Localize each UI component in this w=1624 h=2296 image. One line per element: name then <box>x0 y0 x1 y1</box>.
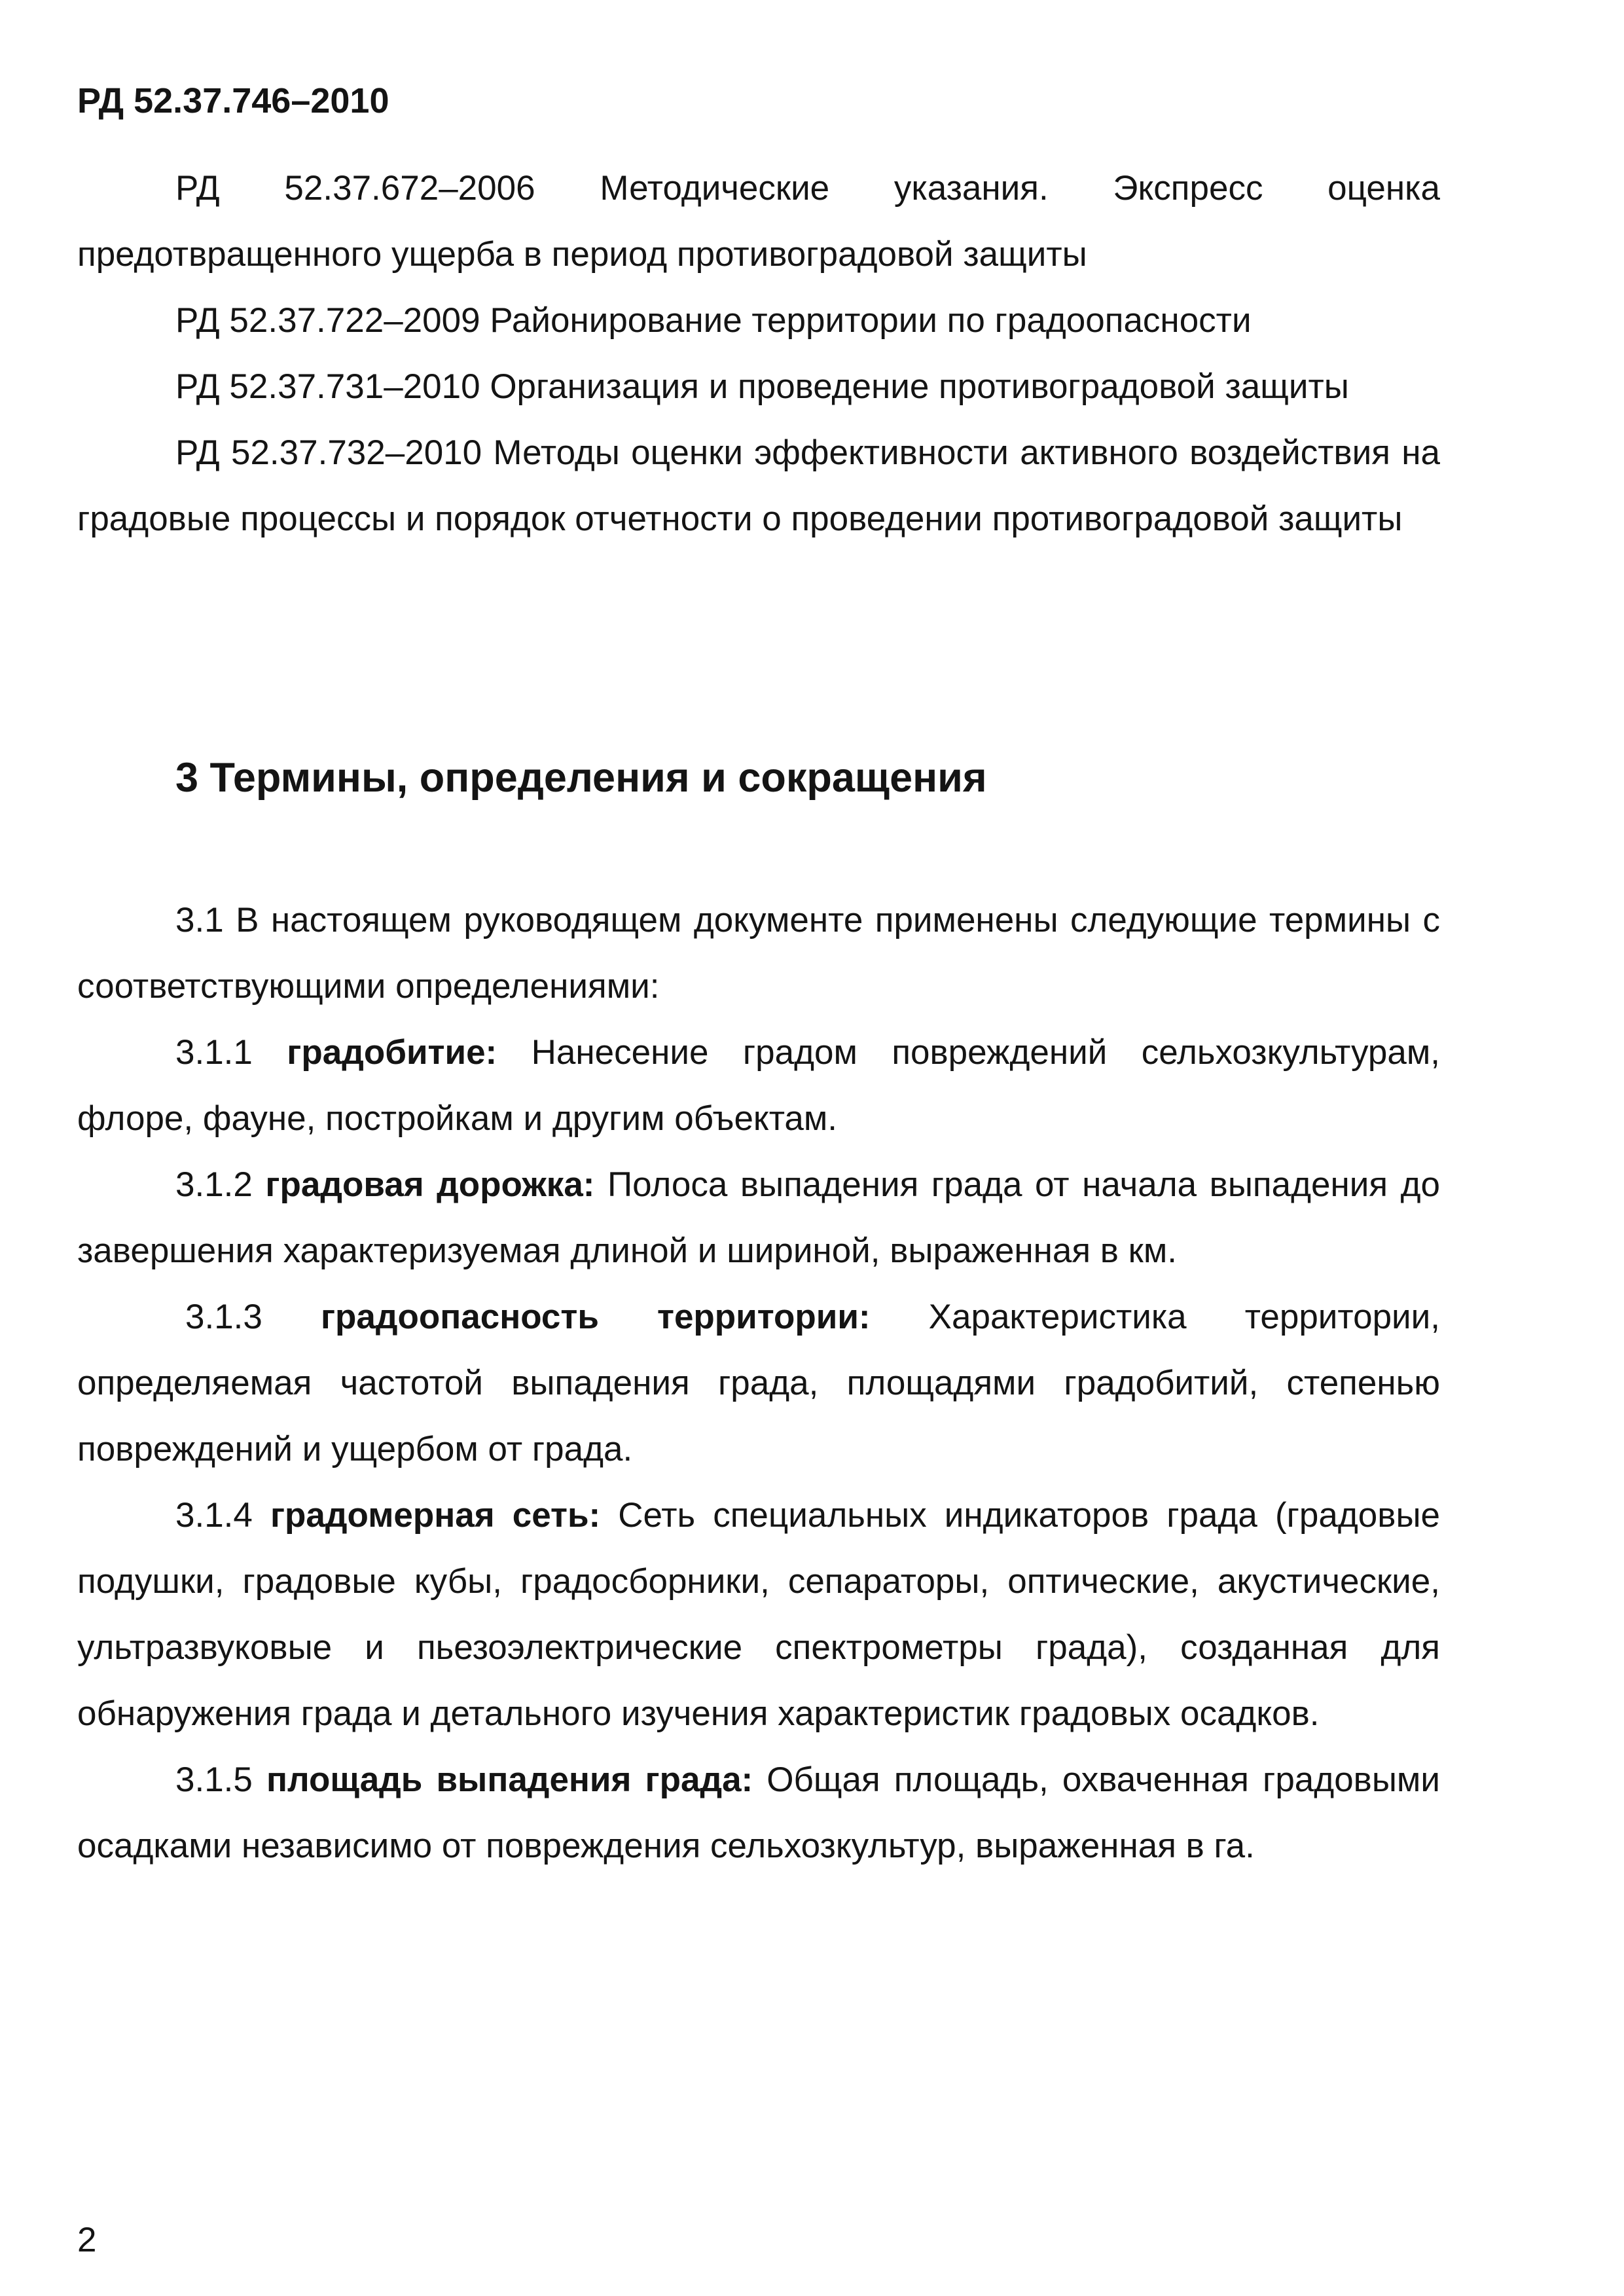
definition-number: 3.1.2 <box>175 1165 253 1204</box>
document-code-header: РД 52.37.746–2010 <box>77 81 389 120</box>
definitions-intro: 3.1 В настоящем руководящем документе применены следующие термины с соответствующими определениями: <box>77 901 1440 1006</box>
definition-term: градомерная сеть: <box>270 1496 601 1535</box>
reference-item: РД 52.37.732–2010 Методы оценки эффективности активного воздействия на градовые процессы и порядок отчетности о проведении противоградовой защиты <box>77 433 1440 538</box>
definition-number: 3.1.3 <box>185 1298 262 1336</box>
definition-text: Общая площадь, охваченная градовыми осадками независимо от повреждения сельхозкультур, выраженная в га. <box>77 1760 1440 1865</box>
reference-item: РД 52.37.722–2009 Районирование территории по градоопасности <box>175 301 1252 340</box>
definition-number: 3.1.4 <box>175 1496 253 1535</box>
definition-term: градоопасность территории: <box>320 1298 871 1336</box>
definition-text: Полоса выпадения града от начала выпадения до завершения характеризуемая длиной и шириной, выраженная в км. <box>77 1165 1440 1270</box>
definition-term: градовая дорожка: <box>265 1165 595 1204</box>
definition-text: Характеристика территории, определяемая частотой выпадения града, площадями градобитий, степенью повреждений и ущербом от града. <box>77 1298 1440 1468</box>
definition-number: 3.1.5 <box>175 1760 253 1799</box>
reference-item: РД 52.37.672–2006 Методические указания. Экспресс оценка предотвращенного ущерба в период противоградовой защиты <box>77 169 1440 274</box>
definition-item <box>77 1482 1440 1747</box>
definition-number: 3.1.1 <box>175 1033 253 1072</box>
definition-item <box>77 1747 1440 1879</box>
definition-text: Нанесение градом повреждений сельхозкультурам, флоре, фауне, постройкам и другим объектам. <box>77 1033 1440 1138</box>
definition-text: Сеть специальных индикаторов града (градовые подушки, градовые кубы, градосборники, сепараторы, оптические, акустические, ультразвуковые и пьезоэлектрические спектрометры града), созданная для обнаружения града и детального изучения характеристик градовых осадков. <box>77 1496 1441 1733</box>
definition-item <box>77 1152 1440 1284</box>
section-heading: 3 Термины, определения и сокращения <box>175 755 987 801</box>
references-list <box>77 155 1440 552</box>
definitions-list <box>77 887 1440 1879</box>
definition-term: градобитие: <box>287 1033 497 1072</box>
definition-item <box>77 1019 1440 1152</box>
page-number: 2 <box>77 2221 97 2259</box>
definition-term: площадь выпадения града: <box>266 1760 753 1799</box>
reference-item: РД 52.37.731–2010 Организация и проведение противоградовой защиты <box>175 367 1349 406</box>
definition-item <box>77 1284 1440 1482</box>
